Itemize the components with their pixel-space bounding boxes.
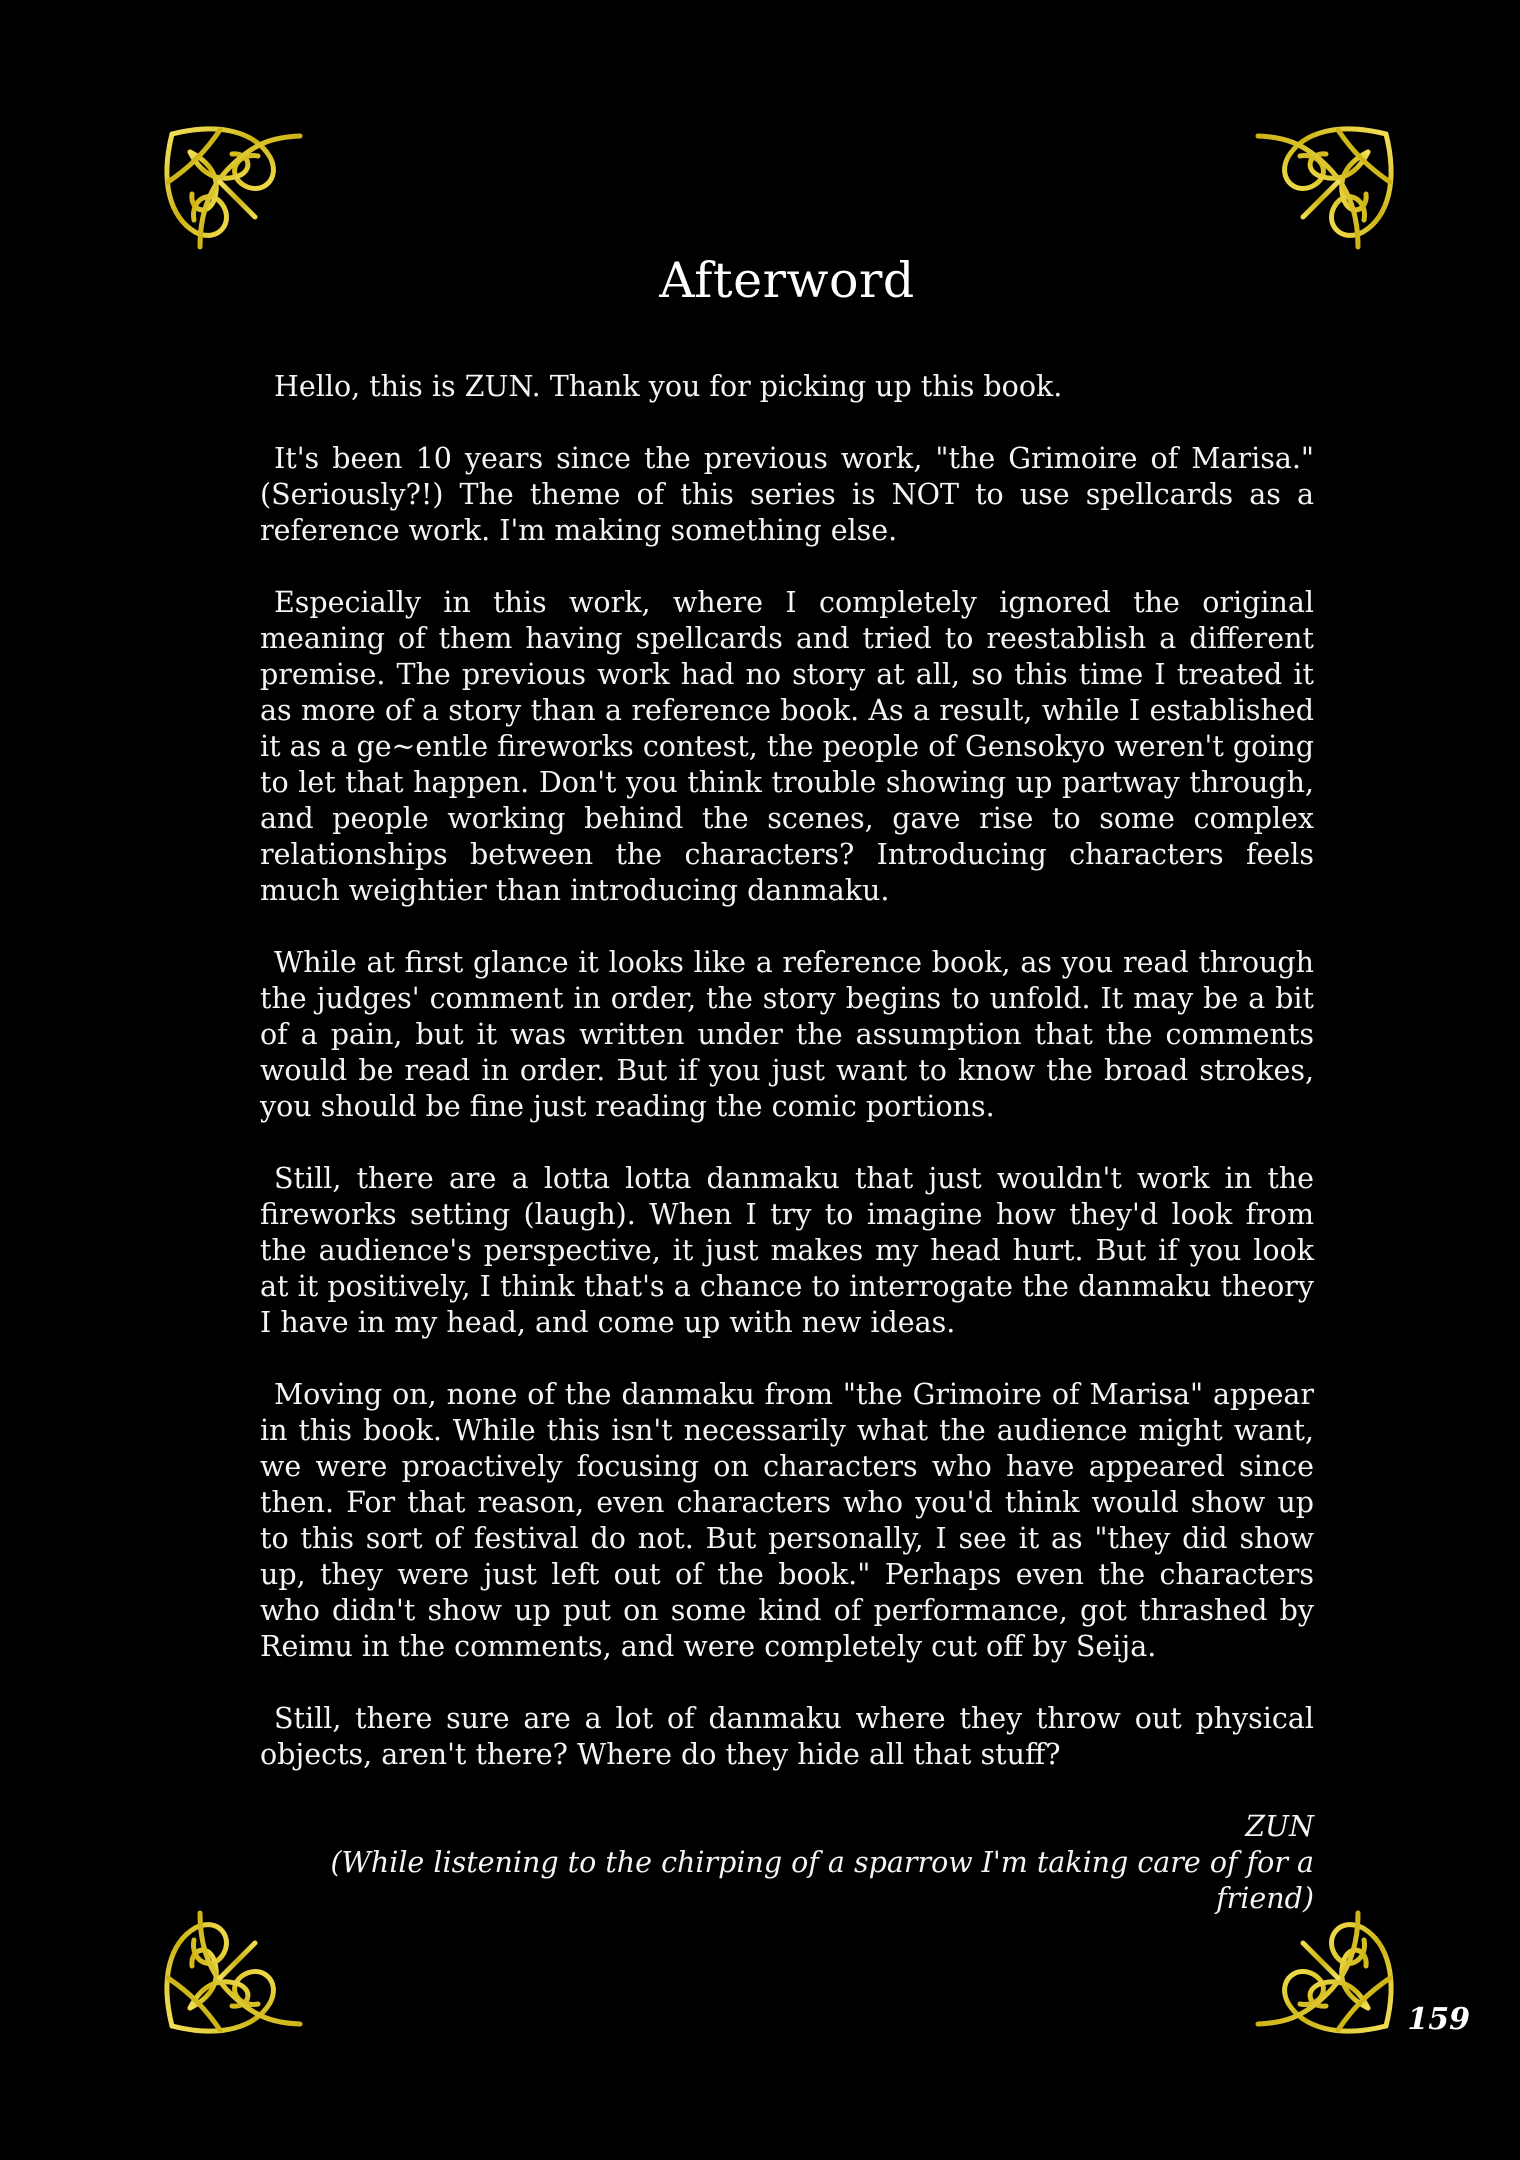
afterword-content bbox=[260, 240, 1314, 1917]
paragraph: While at first glance it looks like a reference book, as you read through the judges' comment in order, the story begins to unfold. It may be a bit of a pain, but it was written under the assumption that the comments would be read in order. But if you just want to know the broad strokes, you should be fine just reading the comic portions. bbox=[260, 946, 1314, 1123]
page-number: 159 bbox=[1407, 2002, 1470, 2037]
corner-flourish-icon bbox=[1258, 1913, 1391, 2031]
paragraph: It's been 10 years since the previous work, "the Grimoire of Marisa." (Seriously?!) The theme of this series is NOT to use spellcards as a reference work. I'm making something else. bbox=[260, 442, 1314, 547]
corner-flourish-icon bbox=[1258, 129, 1391, 247]
corner-flourish-icon bbox=[167, 129, 300, 247]
signature-author: ZUN bbox=[1245, 1810, 1314, 1843]
corner-flourish-icon bbox=[167, 1913, 300, 2031]
paragraph: Still, there are a lotta lotta danmaku that just wouldn't work in the fireworks setting (laugh). When I try to imagine how they'd look from the audience's perspective, it just makes my head hurt. But if you look at it positively, I think that's a chance to interrogate the danmaku theory I have in my head, and come up with new ideas. bbox=[260, 1162, 1314, 1339]
signature bbox=[260, 1809, 1314, 1917]
page-title: Afterword bbox=[659, 252, 915, 309]
paragraph: Still, there sure are a lot of danmaku where they throw out physical objects, aren't there? Where do they hide all that stuff? bbox=[260, 1702, 1314, 1771]
paragraph: Hello, this is ZUN. Thank you for picking up this book. bbox=[274, 370, 1063, 403]
paragraph: Especially in this work, where I completely ignored the original meaning of them having spellcards and tried to reestablish a different premise. The previous work had no story at all, so this time I treated it as more of a story than a reference book. As a result, while I established it as a ge~entle fireworks contest, the people of Gensokyo weren't going to let that happen. Don't you think trouble showing up partway through, and people working behind the scenes, gave rise to some complex relationships between the characters? Introducing characters feels much weightier than introducing danmaku. bbox=[260, 586, 1314, 907]
signature-note: (While listening to the chirping of a sparrow I'm taking care of for a friend) bbox=[330, 1846, 1314, 1915]
paragraph: Moving on, none of the danmaku from "the Grimoire of Marisa" appear in this book. While this isn't necessarily what the audience might want, we were proactively focusing on characters who have appeared since then. For that reason, even characters who you'd think would show up to this sort of festival do not. But personally, I see it as "they did show up, they were just left out of the book." Perhaps even the characters who didn't show up put on some kind of performance, got thrashed by Reimu in the comments, and were completely cut off by Seija. bbox=[260, 1378, 1314, 1663]
